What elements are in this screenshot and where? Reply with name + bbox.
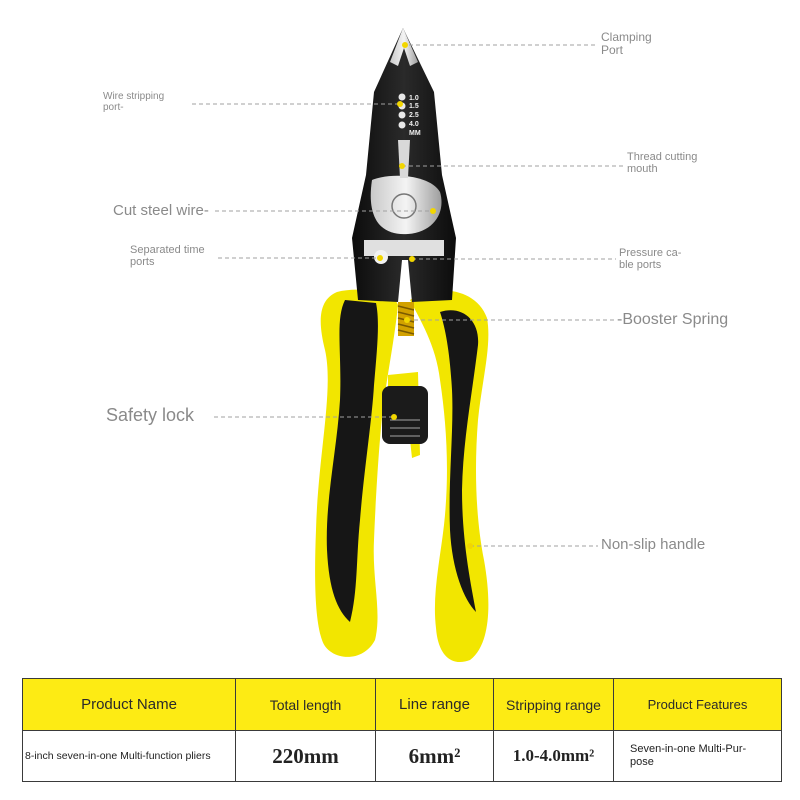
safety-lock-part [382, 372, 428, 458]
value-stripping-range: 1.0-4.0mm² [494, 731, 614, 782]
callout-clamping-port: Clamping Port [601, 30, 652, 57]
header-total-length: Total length [236, 679, 376, 731]
gauge-mark: 1.0 [409, 95, 419, 102]
gauge-mark: 4.0 [409, 121, 419, 128]
callout-safety-lock: Safety lock [106, 405, 195, 425]
table-row [23, 731, 782, 782]
callout-cut-steel-wire: Cut steel wire- [113, 202, 209, 219]
gauge-mark: 2.5 [409, 112, 419, 119]
value-product-name: 8-inch seven-in-one Multi-function pliers [23, 731, 236, 782]
spec-table [22, 678, 782, 782]
table-header-row [23, 679, 782, 731]
gauge-mark: 1.5 [409, 103, 419, 110]
callout-non-slip-handle: Non-slip handle [601, 536, 706, 553]
header-stripping-range: Stripping range [494, 679, 614, 731]
callout-booster-spring: -Booster Spring [617, 311, 729, 328]
callout-wire-stripping-port: Wire stripping port- [103, 91, 165, 113]
gauge-mark: MM [409, 130, 421, 137]
header-product-features: Product Features [614, 679, 782, 731]
header-product-name: Product Name [23, 679, 236, 731]
callout-thread-cutting-mouth: Thread cutting mouth [627, 151, 698, 175]
left-handle [315, 290, 398, 657]
right-handle [410, 290, 488, 662]
value-total-length: 220mm [236, 731, 376, 782]
value-line-range: 6mm² [376, 731, 494, 782]
callout-pressure-cable-ports: Pressure ca- ble ports [619, 247, 682, 271]
callout-separated-time-ports: Separated time ports [130, 244, 205, 268]
header-line-range: Line range [376, 679, 494, 731]
value-product-features: Seven-in-one Multi-Pur- pose [614, 731, 782, 782]
